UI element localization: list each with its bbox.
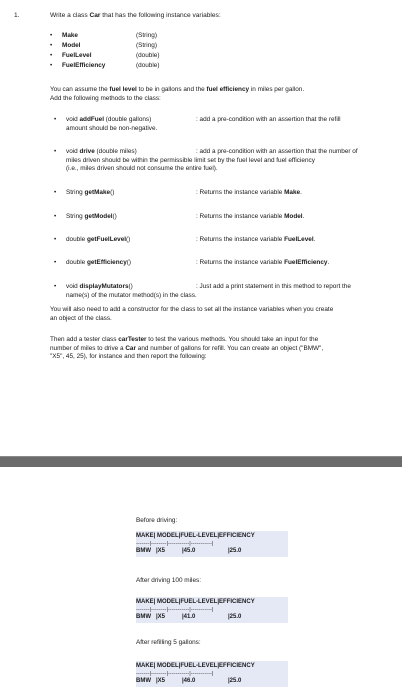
console-output bbox=[0, 467, 402, 700]
class-name-car: Car bbox=[89, 12, 101, 19]
output-label: After refilling 5 gallons: bbox=[136, 639, 201, 646]
output-label: After driving 100 miles: bbox=[136, 577, 201, 584]
table-header: MAKE| MODEL|FUEL-LEVEL|EFFICIENCY bbox=[136, 533, 255, 539]
constructor-paragraph: You will also need to add a constructor for the class to set all the instance variables when you create an object of the class. bbox=[50, 306, 334, 322]
bullet-icon: • bbox=[50, 52, 53, 59]
table-separator: -------|--------|-----------|-----------| bbox=[136, 671, 214, 677]
output-table bbox=[136, 661, 288, 687]
table-separator: -------|--------|-----------|-----------| bbox=[136, 541, 214, 547]
table-header: MAKE| MODEL|FUEL-LEVEL|EFFICIENCY bbox=[136, 599, 255, 605]
table-header: MAKE| MODEL|FUEL-LEVEL|EFFICIENCY bbox=[136, 663, 255, 669]
output-table bbox=[136, 597, 288, 623]
bullet-icon: • bbox=[50, 62, 53, 69]
bullet-icon: • bbox=[54, 283, 57, 290]
table-row: BMW |X5 |45.0 |25.0 bbox=[136, 548, 242, 554]
table-row: BMW |X5 |41.0 |25.0 bbox=[136, 614, 242, 620]
tester-paragraph: Then add a tester class carTester to test the various methods. You should take an input for the number of miles to drive a Car and number of gallons for refill. You can create an object ("BMW", "X5", 45, 25), for instance and then report the following: bbox=[50, 336, 324, 361]
bullet-icon: • bbox=[54, 116, 57, 123]
assumption-paragraph: You can assume the fuel level to be in gallons and the fuel efficiency in miles per gallon. Add the following methods to the class: bbox=[50, 86, 305, 102]
bullet-icon: • bbox=[54, 213, 57, 220]
table-row: BMW |X5 |46.0 |25.0 bbox=[136, 678, 242, 684]
bullet-icon: • bbox=[50, 42, 53, 49]
bullet-icon: • bbox=[50, 32, 53, 39]
bullet-icon: • bbox=[54, 236, 57, 243]
question-number: 1. bbox=[14, 12, 20, 19]
question-intro: Write a class Car that has the following instance variables: bbox=[50, 12, 221, 19]
bullet-icon: • bbox=[54, 259, 57, 266]
output-label: Before driving: bbox=[136, 517, 178, 524]
table-separator: -------|--------|-----------|-----------| bbox=[136, 607, 214, 613]
question-page: 1. Write a class Car that has the following instance variables: • Make (String) • Model (String) • FuelLevel (double) • FuelEfficiency (double) You can assume the fuel level to be in gallons and the fuel efficiency in miles per gallon. Add the following methods to the class: • void addFuel (double gallons) : add a pre-condition with an assertion that the refill amount should be non-negative. • void drive (double miles) : add a pre-condition with an assertion that the number of miles driven should be within the permissible limit set by the fuel level and fuel efficiency (i.e., miles driven should not consume the entire fuel). • String getMake() : Returns the instance variable Make. • String getModel() : Returns the instance variable Model. • double getFuelLevel() : Returns the instance variable FuelLevel. • double getEfficiency() : Returns the instance variable FuelEfficiency. • void displayMutators() : Just add a print statement in this method to report the name(s) of the mutator method(s) in the class. You will also need to add a constructor for the class to set all the instance variables when you create an object of the class. Then add a tester class carTester to test the various methods. You should take an input for the number of miles to drive a Car and number of gallons for refill. You can create an object ("BMW", "X5", 45, 25), for instance and then report the following: bbox=[0, 0, 402, 455]
bullet-icon: • bbox=[54, 148, 57, 155]
bullet-icon: • bbox=[54, 189, 57, 196]
output-table bbox=[136, 531, 288, 557]
